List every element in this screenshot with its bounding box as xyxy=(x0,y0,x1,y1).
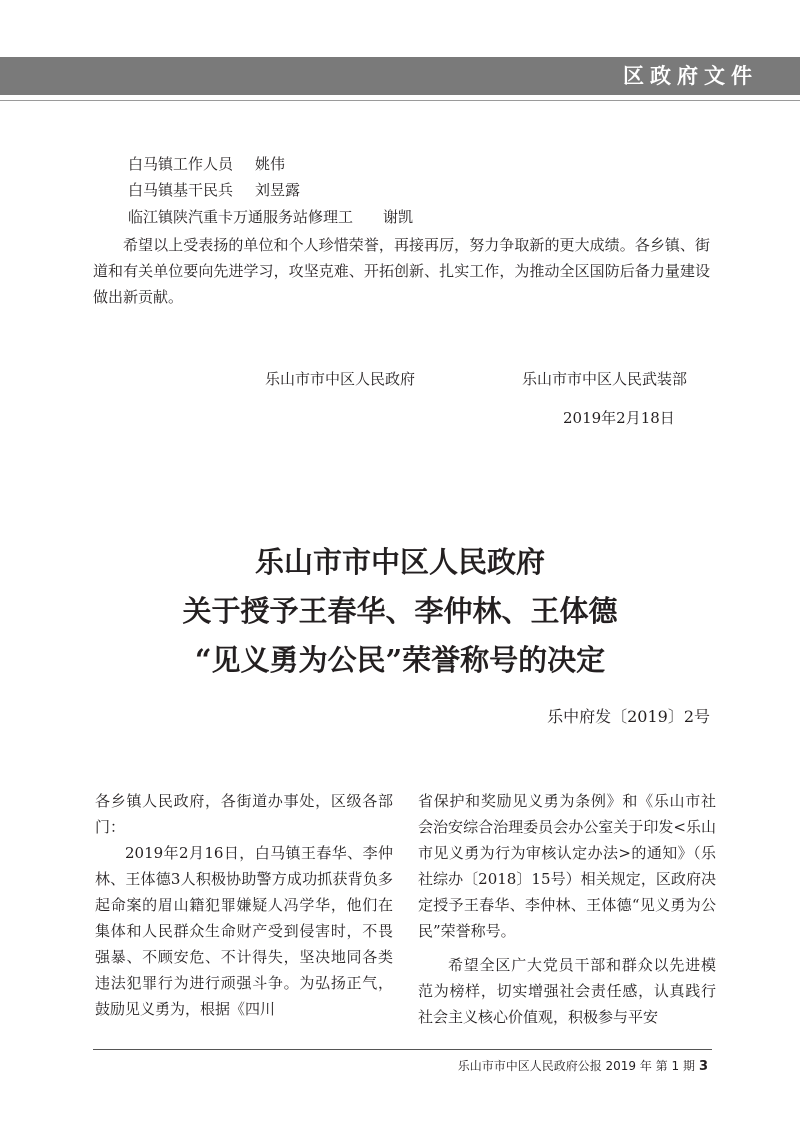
honoree-name: 姚伟 xyxy=(255,155,286,173)
body-right-column xyxy=(418,788,716,1030)
body-paragraph-continued: 省保护和奖励见义勇为条例》和《乐山市社会治安综合治理委员会办公室关于印发<乐山市见义勇为行为审核认定办法>的通知》（乐社综办〔2018〕15号）相关规定，区政府决定授予王春华、李仲林、王体德“见义勇为公民”荣誉称号。 xyxy=(418,792,716,940)
document-number: 乐中府发〔2019〕2号 xyxy=(547,707,710,726)
section-title: 区政府文件 xyxy=(623,64,758,88)
honoree-unit: 白马镇基干民兵 xyxy=(128,181,234,199)
decision-title-line: “见义勇为公民”荣誉称号的决定 xyxy=(194,643,606,677)
decision-title-line: 乐山市市中区人民政府 xyxy=(254,545,545,579)
honoree-name: 谢凯 xyxy=(383,208,414,226)
honoree-row xyxy=(128,177,300,203)
footer-divider xyxy=(93,1049,712,1050)
page-footer xyxy=(458,1056,708,1077)
signature-government: 乐山市市中区人民政府 xyxy=(265,370,416,388)
body-paragraph: 2019年2月16日，白马镇王春华、李仲林、王体德3人积极协助警方成功抓获背负多起命案的眉山籍犯罪嫌疑人冯学华，他们在集体和人民群众生命财产受到侵害时，不畏强暴、不顾安危、不计得失，坚决地同各类违法犯罪行为进行顽强斗争。为弘扬正气，鼓励见义勇为，根据《四川 xyxy=(95,844,393,1018)
honoree-row xyxy=(128,151,285,177)
addressee: 各乡镇人民政府，各街道办事处，区级各部门： xyxy=(95,792,393,836)
publication-name: 乐山市市中区人民政府公报 2019 年 第 1 期 xyxy=(457,1059,695,1073)
decision-title-line: 关于授予王春华、李仲林、王体德 xyxy=(182,594,618,628)
page-number: 3 xyxy=(698,1059,708,1074)
honoree-unit: 白马镇工作人员 xyxy=(128,155,234,173)
body-left-column xyxy=(95,788,393,1022)
body-paragraph: 希望全区广大党员干部和群众以先进模范为榜样，切实增强社会责任感，认真践行社会主义核心价值观，积极参与平安 xyxy=(418,956,716,1026)
honoree-unit: 临江镇陕汽重卡万通服务站修理工 xyxy=(128,208,354,226)
closing-paragraph: 希望以上受表扬的单位和个人珍惜荣誉，再接再厉，努力争取新的更大成绩。各乡镇、街道和有关单位要向先进学习，攻坚克难、开拓创新、扎实工作，为推动全区国防后备力量建设做出新贡献。 xyxy=(93,236,710,306)
signature-date: 2019年2月18日 xyxy=(563,409,675,427)
header-band xyxy=(0,57,800,95)
header-divider xyxy=(0,100,800,101)
signature-armed-forces: 乐山市市中区人民武装部 xyxy=(522,370,688,388)
honoree-name: 刘昱露 xyxy=(255,181,301,199)
honoree-row xyxy=(128,204,413,230)
